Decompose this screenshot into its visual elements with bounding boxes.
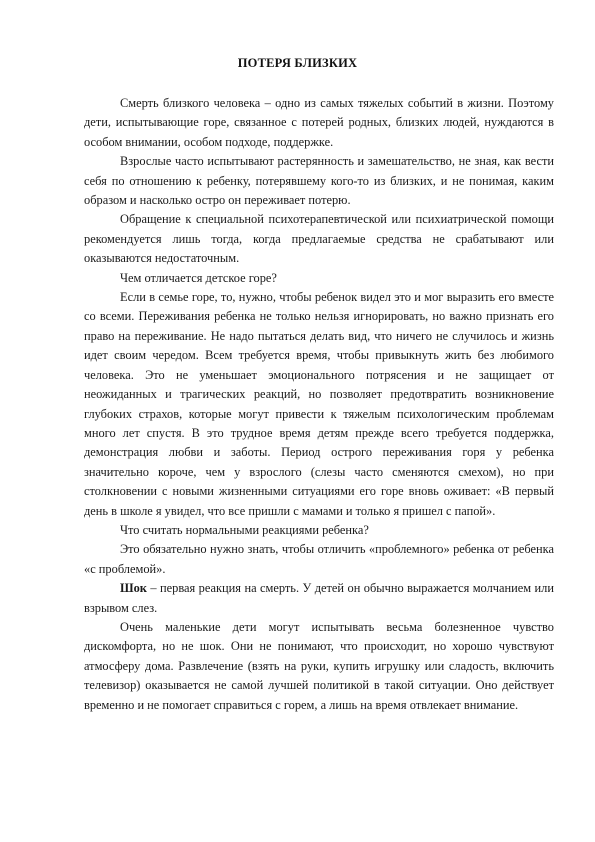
shock-description: – первая реакция на смерть. У детей он обычно выражается молчанием или взрывом слез.: [84, 581, 554, 615]
shock-term: Шок: [120, 581, 147, 596]
paragraph-intro: Смерть близкого человека – одно из самых тяжелых событий в жизни. Поэтому дети, испытывающие горе, связанное с потерей родных, близких людей, нуждаются в особом внимании, особом подходе, поддержке.: [84, 96, 554, 149]
question-child-grief: Чем отличается детское горе?: [120, 270, 277, 285]
paragraph-family-grief: Если в семье горе, то, нужно, чтобы ребенок видел это и мог выразить его вместе со всеми. Переживания ребенка не только нельзя игнорировать, но важно признать его право на переживание. Не надо пытаться делать вид, что ничего не случилось и жизнь идет своим чередом. Всем требуется время, чтобы привыкнуть жить без любимого человека. Это не уменьшает эмоционального потрясения и не защищает от неожиданных и трагических реакций, но позволяет предотвратить возникновение глубоких страхов, которые могут привести к тяжелым психологическим проблемам много лет спустя. В это трудное время детям прежде всего требуется поддержка, демонстрация любви и заботы. Период острого переживания горя у ребенка значительно короче, чем у взрослого (слезы часто сменяются смехом), но при столкновении с новыми жизненными ситуациями его горе вновь оживает: «В первый день в школе я увидел, что все пришли с мамами и только я пришел с папой».: [84, 290, 554, 518]
paragraph-adults: Взрослые часто испытывают растерянность и замешательство, не зная, как вести себя по отношению к ребенку, потерявшему кого-то из близких, и не понимая, каким образом и насколько остро он переживает потерю.: [84, 154, 554, 208]
paragraph-problem-child: Это обязательно нужно знать, чтобы отличить «проблемного» ребенка от ребенка «с проблемой».: [84, 542, 554, 576]
document-body: [84, 94, 554, 715]
paragraph-professional-help: Обращение к специальной психотерапевтической или психиатрической помощи рекомендуется лишь тогда, когда предлагаемые средства не срабатывают или оказываются недостаточным.: [84, 212, 554, 266]
paragraph-shock: [84, 579, 554, 618]
paragraph-small-children: Очень маленькие дети могут испытывать весьма болезненное чувство дискомфорта, но не шок. Они не понимают, что происходит, но хорошо чувствуют атмосферу дома. Развлечение (взять на руки, купить игрушку или сладость, включить телевизор) оказывается не самой лучшей политикой в такой ситуации. Оно действует временно и не помогает справиться с горем, а лишь на время отвлекает внимание.: [84, 619, 554, 712]
page-title: ПОТЕРЯ БЛИЗКИХ: [237, 56, 358, 70]
question-normal-reactions: Что считать нормальными реакциями ребенка?: [120, 522, 369, 537]
